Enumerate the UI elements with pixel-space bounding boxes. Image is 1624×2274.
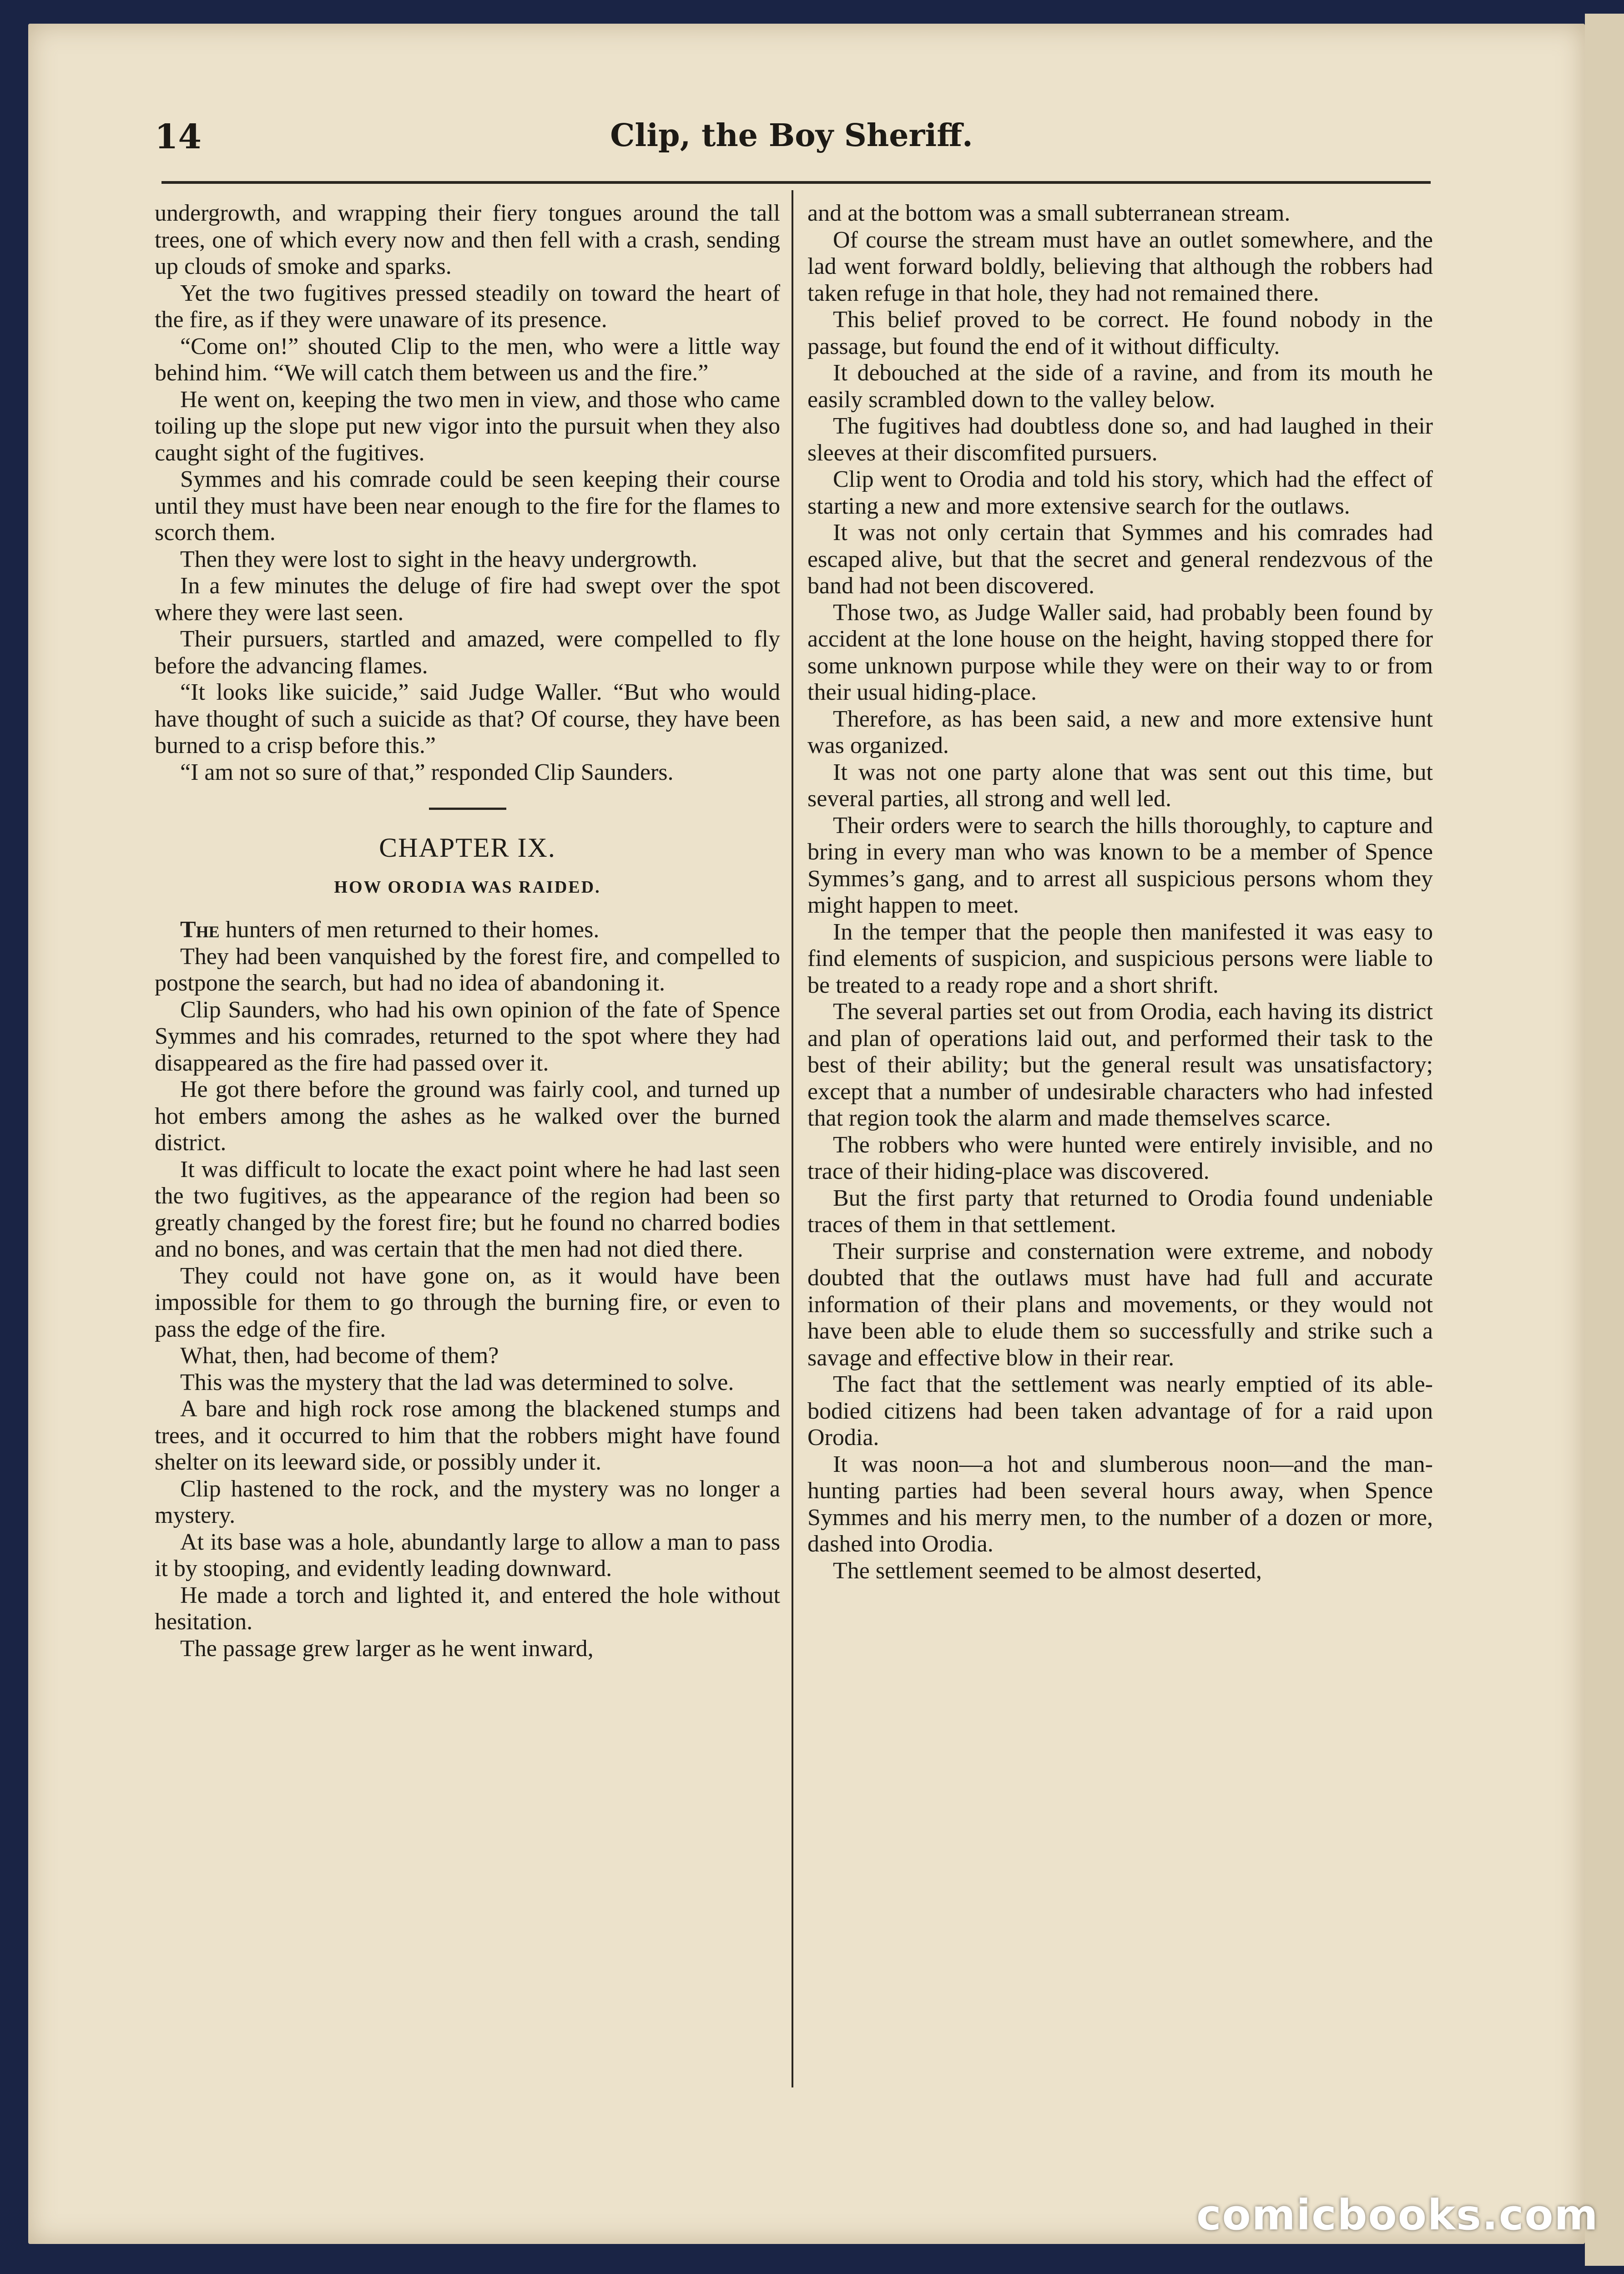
paragraph: He went on, keeping the two men in view, and those who came toiling up the slope put new vigor into the pursuit when they also caught sight of the fugitives. [155,386,780,466]
paragraph: Yet the two fugitives pressed steadily on toward the heart of the fire, as if they were unaware of its presence. [155,280,780,333]
paragraph: In a few minutes the deluge of fire had swept over the spot where they were last seen. [155,573,780,626]
paragraph: But the first party that returned to Orodia found undeniable traces of them in that settlement. [807,1185,1433,1238]
page-edge [1585,14,1624,2266]
left-column [155,200,780,1662]
paragraph: Clip Saunders, who had his own opinion of the fate of Spence Symmes and his comrades, returned to the spot where they had disappeared as the fire had passed over it. [155,996,780,1076]
paragraph: Those two, as Judge Waller said, had probably been found by accident at the lone house on the height, having stopped there for some unknown purpose while they were on their way to or from their usual hiding-place. [807,599,1433,705]
paragraph: The several parties set out from Orodia, each having its district and plan of operations laid out, and performed their task to the best of their ability; but the general result was unsatisfactory; except that a number of undesirable characters who had infested that region took the alarm and made themselves scarce. [807,999,1433,1131]
paragraph: The passage grew larger as he went inward, [180,1635,594,1662]
paragraph: They had been vanquished by the forest fire, and compelled to postpone the search, but had no idea of abandoning it. [155,943,780,996]
watermark: comicbooks.com [1196,2191,1599,2239]
chapter-opening-paragraph [155,917,780,944]
paragraph: He got there before the ground was fairly cool, and turned up hot embers among the ashes as he walked over the burned district. [155,1076,780,1156]
paragraph: Therefore, as has been said, a new and more extensive hunt was organized. [807,706,1433,758]
paragraph: Their pursuers, startled and amazed, were compelled to fly before the advancing flames. [155,626,780,679]
page-header [155,117,1428,177]
paragraph: This was the mystery that the lad was determined to solve. [180,1369,734,1395]
paragraph: Clip went to Orodia and told his story, which had the effect of starting a new and more extensive search for the outlaws. [807,466,1433,519]
paragraph: He made a torch and lighted it, and entered the hole without hesitation. [155,1582,780,1635]
chapter-opening-text: hunters of men returned to their homes. [219,917,600,943]
paragraph: In the temper that the people then manifested it was easy to find elements of suspicion, and suspicious persons were liable to be treated to a ready rope and a short shrift. [807,919,1433,998]
paragraph: Of course the stream must have an outlet somewhere, and the lad went forward boldly, believing that although the robbers had taken refuge in that hole, they had not remained there. [807,227,1433,306]
paragraph: It was difficult to locate the exact point where he had last seen the two fugitives, as the appearance of the region had been so greatly changed by the forest fire; but he found no charred bodies and no bones, and was certain that the men had not died there. [155,1156,780,1262]
paragraph: They could not have gone on, as it would have been impossible for them to go through the burning fire, or even to pass the edge of the fire. [155,1263,780,1342]
chapter-lead-word: The [180,917,220,943]
paragraph: undergrowth, and wrapping their fiery tongues around the tall trees, one of which every now and then fell with a crash, sending up clouds of smoke and sparks. [155,200,780,279]
paragraph: It debouched at the side of a ravine, and from its mouth he easily scrambled down to the valley below. [807,360,1433,413]
header-rule [161,181,1431,184]
paragraph: The fact that the settlement was nearly emptied of its able-bodied citizens had been taken advantage of for a raid upon Orodia. [807,1371,1433,1450]
paragraph: Their orders were to search the hills thoroughly, to capture and bring in every man who was known to be a member of Spence Symmes’s gang, and to arrest all suspicious persons whom they might happen to meet. [807,812,1433,918]
paragraph: Then they were lost to sight in the heavy undergrowth. [180,546,698,572]
paragraph: “It looks like suicide,” said Judge Waller. “But who would have thought of such a suicide as that? Of course, they have been burned to a crisp before this.” [155,679,780,758]
running-title: Clip, the Boy Sheriff. [610,117,973,154]
paragraph: A bare and high rock rose among the blackened stumps and trees, and it occurred to him that the robbers might have found shelter on its leeward side, or possibly under it. [155,1396,780,1475]
right-column [807,200,1433,1584]
paragraph: What, then, had become of them? [180,1343,499,1369]
paragraph: This belief proved to be correct. He found nobody in the passage, but found the end of it without difficulty. [807,307,1433,359]
paragraph: and at the bottom was a small subterranean stream. [807,200,1291,226]
paragraph: It was noon—a hot and slumberous noon—and the man-hunting parties had been several hours away, when Spence Symmes and his merry men, to the number of a dozen or more, dashed into Orodia. [807,1451,1433,1557]
chapter-subtitle: HOW ORODIA WAS RAIDED. [334,877,601,897]
paragraph: The robbers who were hunted were entirely invisible, and no trace of their hiding-place was discovered. [807,1132,1433,1184]
chapter-title: CHAPTER IX. [379,833,556,863]
page-number: 14 [155,117,202,157]
paragraph: Clip hastened to the rock, and the mystery was no longer a mystery. [155,1476,780,1528]
paragraph: At its base was a hole, abundantly large to allow a man to pass it by stooping, and evidently leading downward. [155,1529,780,1582]
paragraph: “I am not so sure of that,” responded Clip Saunders. [180,759,674,785]
paragraph: The fugitives had doubtless done so, and had laughed in their sleeves at their discomfited pursuers. [807,413,1433,466]
paragraph: The settlement seemed to be almost deserted, [833,1557,1262,1584]
paragraph: Their surprise and consternation were extreme, and nobody doubted that the outlaws must have had full and accurate information of their plans and movements, or they would not have been able to elude them so successfully and strike such a savage and effective blow in their rear. [807,1238,1433,1371]
section-divider [429,808,506,810]
paragraph: “Come on!” shouted Clip to the men, who were a little way behind him. “We will catch them between us and the fire.” [155,333,780,386]
paragraph: It was not one party alone that was sent out this time, but several parties, all strong and well led. [807,759,1433,812]
paragraph: It was not only certain that Symmes and his comrades had escaped alive, but that the secret and general rendezvous of the band had not been discovered. [807,520,1433,599]
column-divider [792,190,793,2087]
paragraph: Symmes and his comrade could be seen keeping their course until they must have been near enough to the fire for the flames to scorch them. [155,466,780,546]
